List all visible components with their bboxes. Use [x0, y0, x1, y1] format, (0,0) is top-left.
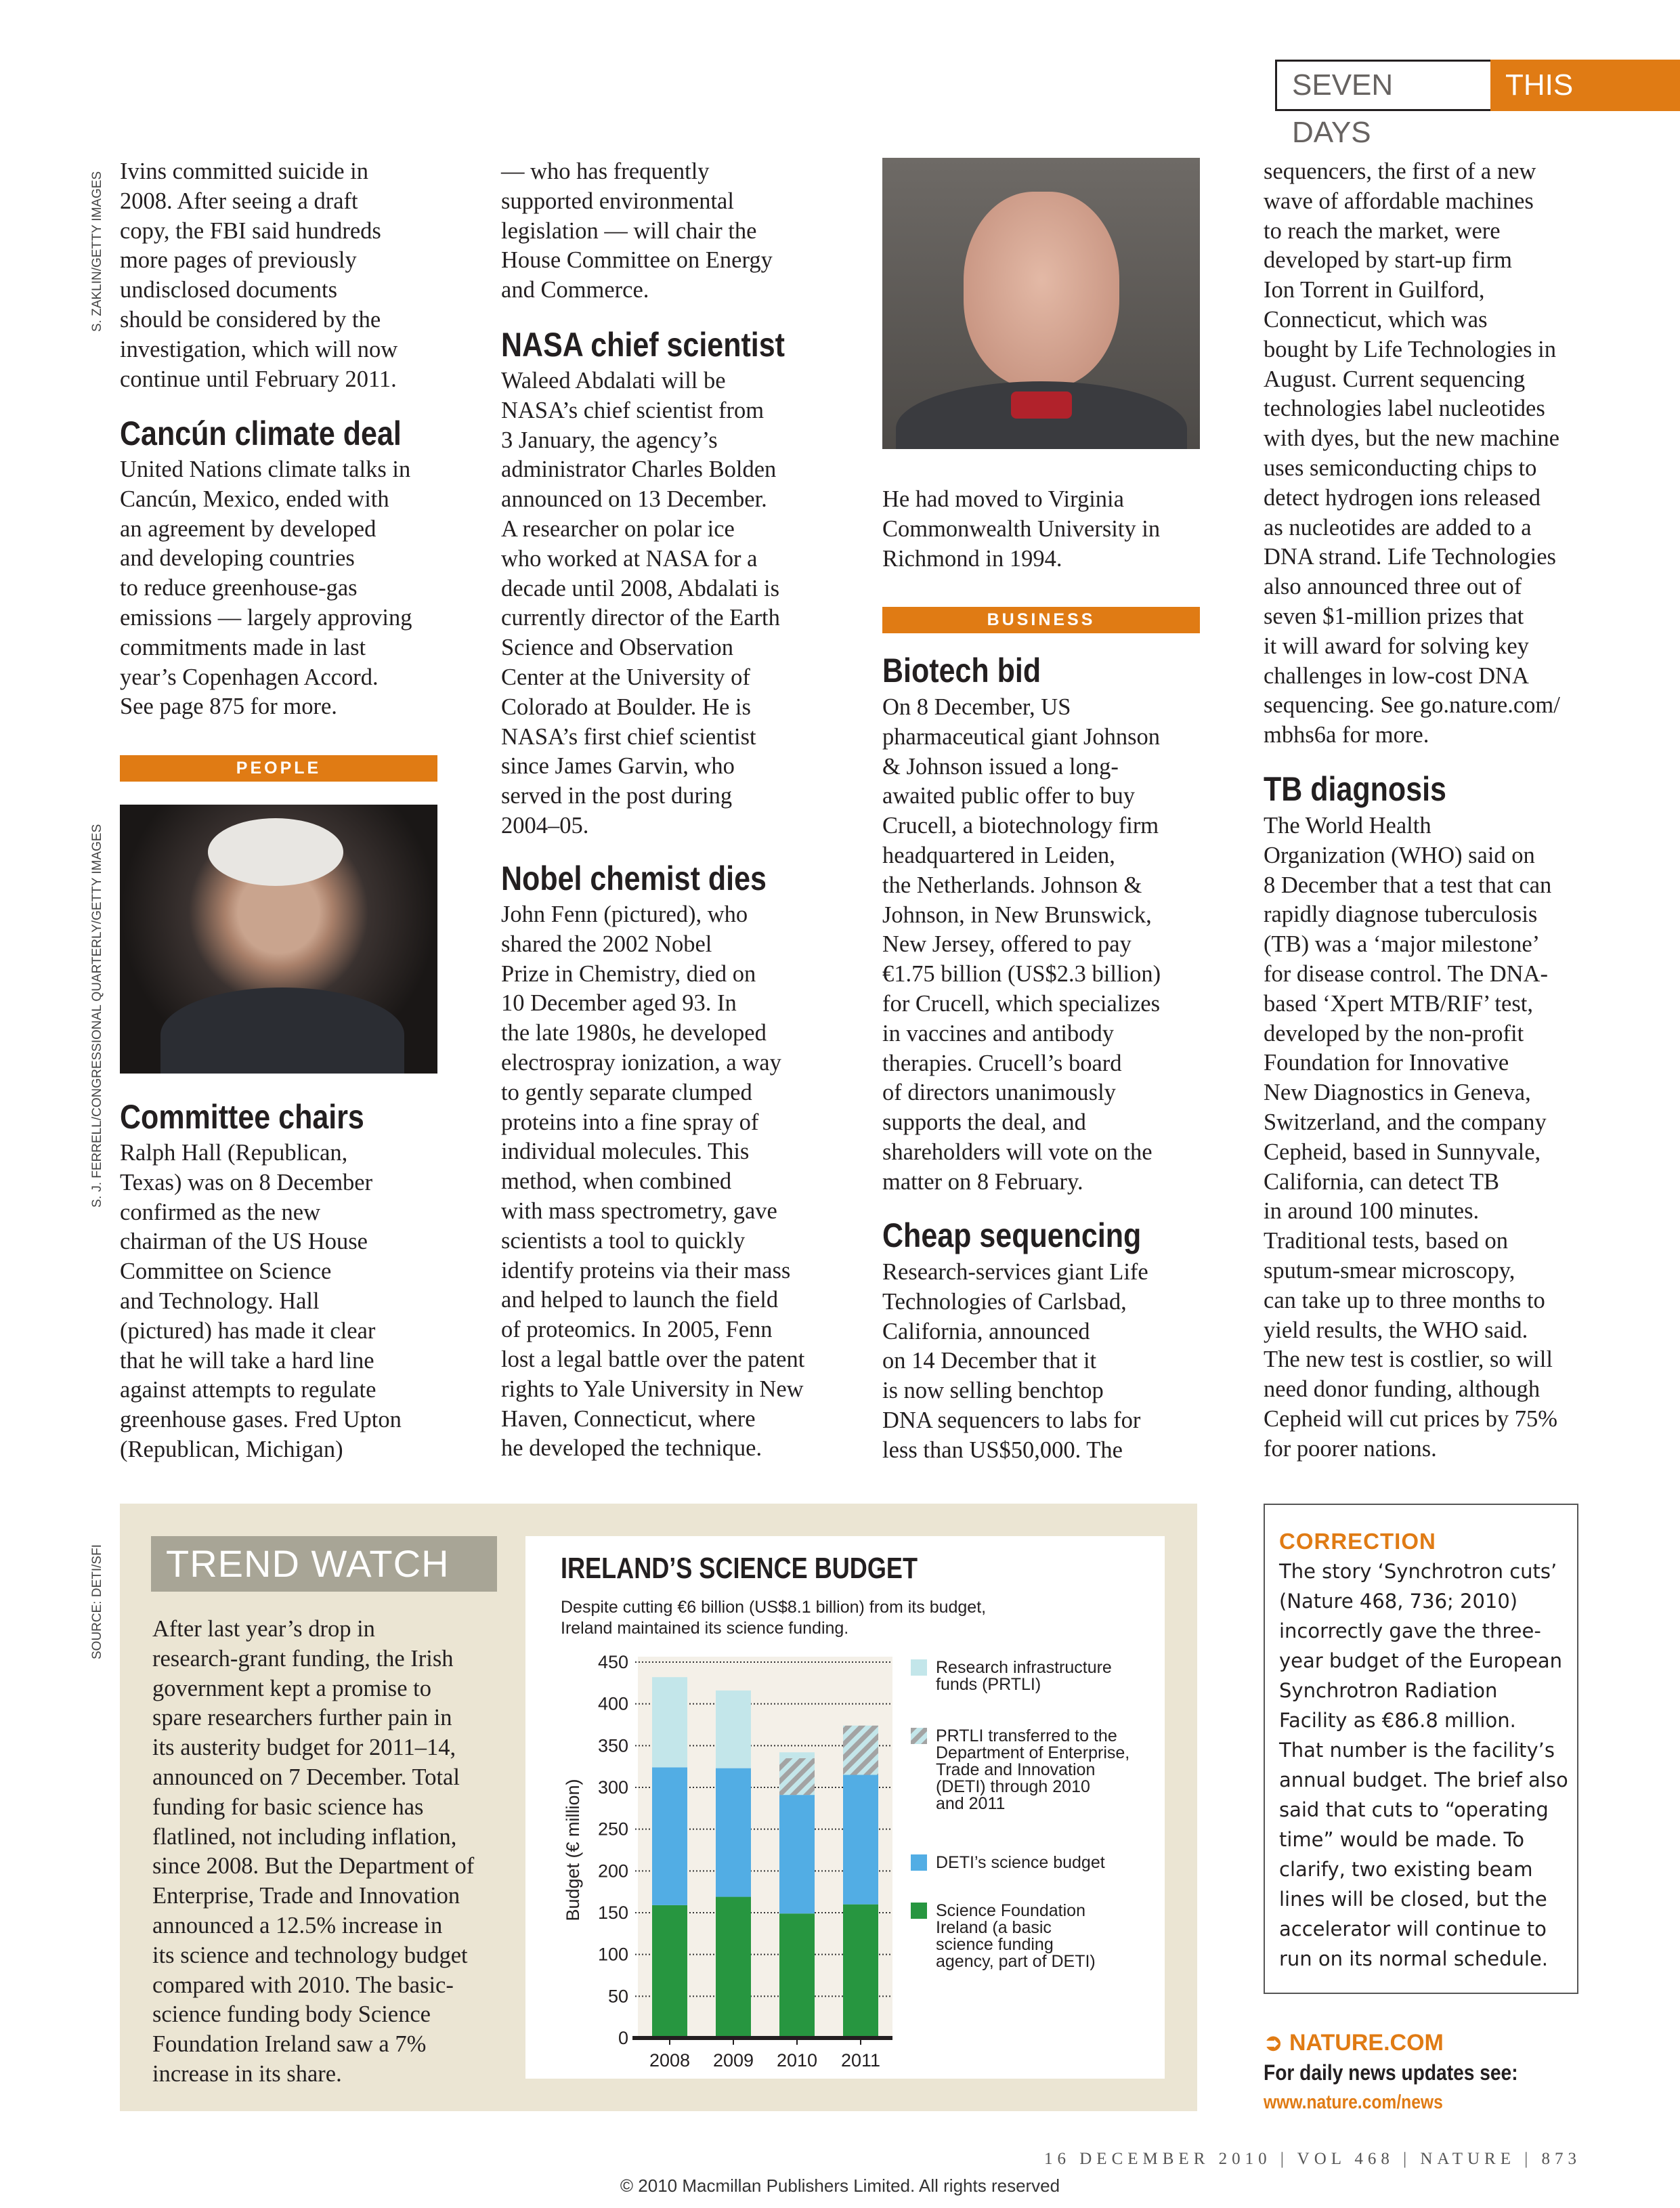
- bar-segment-2011: [843, 1726, 878, 1775]
- legend-label: (DETI) through 2010: [936, 1777, 1090, 1796]
- text-line: See page 875 for more.: [120, 694, 337, 720]
- text-line: copy, the FBI said hundreds: [120, 217, 381, 244]
- text-line: Ion Torrent in Guilford,: [1264, 277, 1485, 303]
- text-line: who worked at NASA for a: [501, 545, 758, 572]
- text-line: annual budget. The brief also: [1279, 1768, 1568, 1791]
- bar-segment-2008: [652, 1677, 687, 1767]
- face-shape: [964, 192, 1119, 388]
- text-line: — who has frequently: [501, 158, 710, 184]
- text-line: A researcher on polar ice: [501, 515, 735, 542]
- nature-brand: [1264, 2029, 1444, 2056]
- text-line: for disease control. The DNA-: [1264, 960, 1548, 987]
- bar-segment-2008: [652, 1767, 687, 1905]
- text-line: that he will take a hard line: [120, 1347, 374, 1374]
- text-line: and Commerce.: [501, 277, 649, 303]
- bar-segment-2010: [779, 1913, 815, 2038]
- article-heading: Nobel chemist dies: [501, 859, 767, 897]
- text-line: uses semiconducting chips to: [1264, 454, 1537, 481]
- text-line: shared the 2002 Nobel: [501, 931, 712, 957]
- trend-watch-text: [152, 1615, 474, 2089]
- bar-segment-2008: [652, 1905, 687, 2038]
- text-line: chairman of the US House: [120, 1229, 368, 1255]
- text-line: Enterprise, Trade and Innovation: [152, 1883, 460, 1909]
- text-line: year’s Copenhagen Accord.: [120, 664, 379, 690]
- text-line: announced a 12.5% increase in: [152, 1912, 443, 1938]
- text-line: awaited public offer to buy: [882, 783, 1135, 809]
- nature-news-line: For daily news updates see:: [1264, 2060, 1518, 2085]
- text-line: and helped to launch the field: [501, 1287, 779, 1313]
- y-tick-label: 200: [597, 1861, 628, 1882]
- article-text: [120, 1139, 438, 1465]
- text-line: mbhs6a for more.: [1264, 722, 1429, 748]
- text-line: NASA’s chief scientist from: [501, 397, 764, 423]
- text-line: Connecticut, which was: [1264, 306, 1488, 333]
- text-line: is now selling benchtop: [882, 1378, 1104, 1404]
- text-line: technologies label nucleotides: [1264, 396, 1545, 422]
- page-folio: 16 DECEMBER 2010 | VOL 468 | NATURE | 873: [1044, 2150, 1581, 2168]
- chart-source-credit: SOURCE: DETI/SFI: [90, 1544, 104, 1659]
- text-line: Traditional tests, based on: [1264, 1228, 1508, 1254]
- text-line: developed by the non-profit: [1264, 1020, 1524, 1046]
- text-line: That number is the facility’s: [1279, 1739, 1555, 1762]
- text-line: California, announced: [882, 1318, 1090, 1344]
- legend-label: Department of Enterprise,: [936, 1743, 1130, 1762]
- text-line: Cepheid, based in Sunnyvale,: [1264, 1139, 1541, 1165]
- text-line: NASA’s first chief scientist: [501, 723, 756, 750]
- text-line: of proteomics. In 2005, Fenn: [501, 1317, 773, 1343]
- text-line: sequencers, the first of a new: [1264, 158, 1536, 184]
- text-line: lines will be closed, but the: [1279, 1888, 1547, 1911]
- text-line: identify proteins via their mass: [501, 1257, 791, 1283]
- copyright: © 2010 Macmillan Publishers Limited. All rights reserved: [620, 2175, 1060, 2196]
- y-tick-label: 250: [597, 1819, 628, 1840]
- text-line: with dyes, but the new machine: [1264, 425, 1559, 452]
- text-line: €1.75 billion (US$2.3 billion): [882, 961, 1161, 988]
- text-line: He had moved to Virginia: [882, 486, 1124, 512]
- text-line: DNA sequencers to labs for: [882, 1407, 1141, 1433]
- text-line: matter on 8 February.: [882, 1168, 1083, 1195]
- article-heading: Biotech bid: [882, 652, 1041, 689]
- correction-box: [1264, 1504, 1578, 1994]
- text-line: 2008. After seeing a draft: [120, 188, 358, 214]
- article-heading: NASA chief scientist: [501, 326, 785, 364]
- legend-label: science funding: [936, 1935, 1054, 1954]
- text-line: The World Health: [1264, 813, 1431, 838]
- article-heading: Committee chairs: [120, 1098, 364, 1136]
- text-line: Commonwealth University in: [882, 515, 1161, 542]
- text-line: an agreement by developed: [120, 515, 376, 542]
- text-line: for poorer nations.: [1264, 1435, 1437, 1462]
- hair-shape: [208, 818, 343, 886]
- text-line: the Netherlands. Johnson &: [882, 872, 1142, 898]
- text-line: Haven, Connecticut, where: [501, 1405, 756, 1432]
- correction-label: CORRECTION: [1279, 1529, 1436, 1554]
- x-tick-label: 2010: [776, 2050, 818, 2071]
- text-line: & Johnson issued a long-: [882, 753, 1119, 780]
- text-line: supports the deal, and: [882, 1109, 1086, 1136]
- text-line: proteins into a fine spray of: [501, 1109, 759, 1135]
- correction-text: [1279, 1556, 1568, 1974]
- text-line: New Diagnostics in Geneva,: [1264, 1080, 1531, 1106]
- text-line: developed by start-up firm: [1264, 247, 1512, 274]
- text-line: for Crucell, which specializes: [882, 990, 1161, 1017]
- text-line: legislation — will chair the: [501, 217, 757, 244]
- legend-label: Science Foundation: [936, 1901, 1085, 1920]
- text-line: less than US$50,000. The: [882, 1437, 1123, 1463]
- text-line: flatlined, not including inflation,: [152, 1823, 457, 1850]
- photo-john-fenn: [882, 158, 1200, 449]
- text-line: greenhouse gases. Fred Upton: [120, 1407, 402, 1433]
- article-text: [501, 366, 819, 841]
- text-line: also announced three out of: [1264, 574, 1522, 600]
- legend-swatch: [911, 1728, 927, 1744]
- y-axis-label: Budget (€ million): [563, 1779, 583, 1922]
- y-tick-label: 50: [607, 1986, 628, 2007]
- text-line: more pages of previously: [120, 247, 357, 274]
- bar-segment-2011: [843, 1775, 878, 1905]
- legend-label: DETI’s science budget: [936, 1853, 1105, 1872]
- text-line: therapies. Crucell’s board: [882, 1050, 1122, 1076]
- chart-title: IRELAND’S SCIENCE BUDGET: [561, 1551, 918, 1585]
- text-line: in around 100 minutes.: [1264, 1198, 1480, 1225]
- section-label: SEVEN DAYS: [1275, 60, 1490, 111]
- text-line: challenges in low-cost DNA: [1264, 662, 1529, 689]
- legend-label: agency, part of DETI): [936, 1952, 1096, 1971]
- text-line: Facility as €86.8 million.: [1279, 1709, 1516, 1732]
- text-line: sequencing. See go.nature.com/: [1264, 692, 1560, 719]
- text-line: to reduce greenhouse-gas: [120, 575, 358, 601]
- text-line: year budget of the European: [1279, 1649, 1563, 1672]
- text-line: with mass spectrometry, gave: [501, 1197, 777, 1224]
- text-line: Ivins committed suicide in: [120, 158, 368, 184]
- bar-segment-2009: [716, 1897, 751, 2038]
- bar-segment-2009: [716, 1691, 751, 1768]
- legend-label: Research infrastructure: [936, 1658, 1112, 1677]
- article-text: [1264, 157, 1582, 750]
- text-line: increase in its share.: [152, 2060, 342, 2087]
- text-line: House Committee on Energy: [501, 247, 773, 274]
- text-line: New Jersey, offered to pay: [882, 931, 1132, 958]
- section-bar-people: PEOPLE: [120, 755, 437, 782]
- article-text: [882, 693, 1201, 1197]
- text-line: since James Garvin, who: [501, 753, 735, 780]
- text-line: detect hydrogen ions released: [1264, 484, 1541, 511]
- text-line: (Nature 468, 736; 2010): [1279, 1590, 1518, 1613]
- text-line: Foundation Ireland saw a 7%: [152, 2031, 427, 2058]
- text-line: lost a legal battle over the patent: [501, 1346, 805, 1372]
- text-line: Center at the University of: [501, 664, 750, 690]
- bar-segment-2010: [779, 1758, 815, 1795]
- text-line: based ‘Xpert MTB/RIF’ test,: [1264, 990, 1533, 1017]
- text-line: undisclosed documents: [120, 277, 337, 303]
- text-line: 10 December aged 93. In: [501, 990, 737, 1017]
- text-line: Colorado at Boulder. He is: [501, 694, 751, 720]
- text-line: Johnson, in New Brunswick,: [882, 901, 1152, 928]
- text-line: Synchrotron Radiation: [1279, 1679, 1498, 1702]
- x-tick-label: 2011: [840, 2050, 881, 2071]
- text-line: decade until 2008, Abdalati is: [501, 575, 780, 601]
- text-line: headquartered in Leiden,: [882, 842, 1115, 868]
- text-line: Organization (WHO) said on: [1264, 842, 1535, 868]
- text-line: government kept a promise to: [152, 1675, 431, 1701]
- text-line: confirmed as the new: [120, 1199, 321, 1225]
- article-text: [120, 455, 438, 722]
- text-line: DNA strand. Life Technologies: [1264, 544, 1556, 570]
- subsection-label: THIS WEEK: [1490, 60, 1680, 111]
- nature-brand-text: NATURE.COM: [1289, 2030, 1444, 2056]
- text-line: supported environmental: [501, 188, 734, 214]
- y-tick-label: 0: [618, 2028, 628, 2048]
- text-line: he developed the technique.: [501, 1435, 762, 1462]
- text-line: John Fenn (pictured), who: [501, 901, 748, 927]
- text-line: clarify, two existing beam: [1279, 1858, 1533, 1881]
- section-header: [1275, 60, 1680, 153]
- text-line: Research-services giant Life: [882, 1259, 1148, 1285]
- text-line: Cepheid will cut prices by 75%: [1264, 1405, 1558, 1432]
- text-line: seven $1-million prizes that: [1264, 603, 1524, 629]
- text-line: Crucell, a biotechnology firm: [882, 813, 1159, 839]
- text-line: rapidly diagnose tuberculosis: [1264, 901, 1538, 928]
- text-line: its austerity budget for 2011–14,: [152, 1735, 456, 1761]
- text-line: compared with 2010. The basic-: [152, 1972, 454, 1998]
- text-line: electrospray ionization, a way: [501, 1049, 781, 1076]
- text-line: and Technology. Hall: [120, 1288, 320, 1314]
- text-line: 2004–05.: [501, 812, 589, 838]
- text-line: Committee on Science: [120, 1258, 332, 1285]
- text-line: (Republican, Michigan): [120, 1436, 343, 1462]
- arrow-right-icon: ➲: [1264, 2030, 1283, 2056]
- text-line: time” would be made. To: [1279, 1828, 1524, 1851]
- photo-credit: S. J. FERRELL/CONGRESSIONAL QUARTERLY/GETTY IMAGES: [90, 824, 104, 1208]
- text-line: continue until February 2011.: [120, 366, 397, 392]
- text-line: California, can detect TB: [1264, 1168, 1500, 1195]
- text-line: on 14 December that it: [882, 1348, 1097, 1374]
- text-line: 8 December that a test that can: [1264, 872, 1552, 898]
- legend-label: and 2011: [936, 1794, 1006, 1813]
- text-line: Ralph Hall (Republican,: [120, 1140, 348, 1166]
- trend-watch-label: TREND WATCH: [151, 1536, 497, 1592]
- text-line: The story ‘Synchrotron cuts’: [1279, 1560, 1557, 1583]
- text-line: yield results, the WHO said.: [1264, 1317, 1528, 1343]
- bar-segment-2009: [716, 1768, 751, 1897]
- y-tick-label: 350: [597, 1735, 628, 1756]
- text-line: On 8 December, US: [882, 694, 1071, 720]
- chart-subtitle: Despite cutting €6 billion (US$8.1 billion) from its budget,: [561, 1598, 987, 1617]
- text-line: its science and technology budget: [152, 1942, 468, 1968]
- text-line: rights to Yale University in New: [501, 1376, 804, 1402]
- text-line: announced on 13 December.: [501, 486, 767, 513]
- text-line: (pictured) has made it clear: [120, 1317, 376, 1344]
- text-line: commitments made in last: [120, 634, 366, 660]
- legend-swatch: [911, 1854, 927, 1871]
- text-line: pharmaceutical giant Johnson: [882, 723, 1161, 750]
- y-tick-label: 450: [597, 1652, 628, 1672]
- text-line: served in the post during: [501, 783, 733, 809]
- text-line: Foundation for Innovative: [1264, 1050, 1509, 1076]
- x-tick-label: 2008: [649, 2050, 691, 2071]
- chart-subtitle: Ireland maintained its science funding.: [561, 1619, 849, 1638]
- section-bar-business: BUSINESS: [882, 607, 1200, 633]
- text-line: it will award for solving key: [1264, 633, 1529, 659]
- text-line: shareholders will vote on the: [882, 1139, 1153, 1165]
- text-line: bought by Life Technologies in: [1264, 336, 1556, 362]
- legend-label: funds (PRTLI): [936, 1675, 1041, 1694]
- text-line: of directors unanimously: [882, 1080, 1116, 1106]
- bar-segment-2011: [843, 1905, 878, 2038]
- text-line: Technologies of Carlsbad,: [882, 1288, 1127, 1315]
- text-line: against attempts to regulate: [120, 1377, 376, 1403]
- text-line: said that cuts to “operating: [1279, 1798, 1549, 1821]
- legend-label: Trade and Innovation: [936, 1760, 1096, 1779]
- bar-segment-2010: [779, 1752, 815, 1758]
- legend-swatch: [911, 1659, 927, 1676]
- suit-shape: [160, 988, 404, 1074]
- text-line: to reach the market, were: [1264, 217, 1501, 244]
- text-line: can take up to three months to: [1264, 1287, 1545, 1313]
- text-line: should be considered by the: [120, 306, 381, 333]
- chart-panel: [525, 1536, 1165, 2079]
- text-line: emissions — largely approving: [120, 604, 412, 631]
- text-line: The new test is costlier, so will: [1264, 1346, 1553, 1373]
- article-heading: TB diagnosis: [1264, 770, 1446, 808]
- text-line: wave of affordable machines: [1264, 188, 1534, 214]
- y-tick-label: 100: [597, 1944, 628, 1965]
- text-line: Waleed Abdalati will be: [501, 368, 726, 394]
- text-line: research-grant funding, the Irish: [152, 1645, 454, 1672]
- text-line: science funding body Science: [152, 2001, 431, 2028]
- text-line: spare researchers further pain in: [152, 1705, 452, 1731]
- text-line: and developing countries: [120, 545, 355, 572]
- article-text: [882, 1258, 1201, 1466]
- text-line: investigation, which will now: [120, 336, 398, 362]
- legend-label: Ireland (a basic: [936, 1918, 1052, 1937]
- bar-segment-2010: [779, 1795, 815, 1913]
- text-line: announced on 7 December. Total: [152, 1764, 460, 1790]
- text-line: Texas) was on 8 December: [120, 1169, 373, 1195]
- text-line: in vaccines and antibody: [882, 1020, 1115, 1046]
- text-line: currently director of the Earth: [501, 605, 780, 631]
- text-line: Richmond in 1994.: [882, 545, 1062, 572]
- article-heading: Cheap sequencing: [882, 1216, 1142, 1254]
- nature-news-link[interactable]: www.nature.com/news: [1264, 2092, 1443, 2113]
- article-text: [120, 157, 438, 394]
- ireland-science-budget-chart: [525, 1536, 1165, 2079]
- photo-ralph-hall: [120, 805, 437, 1074]
- trend-watch-box: [120, 1504, 1197, 2111]
- text-line: Switzerland, and the company: [1264, 1109, 1547, 1135]
- text-line: scientists a tool to quickly: [501, 1227, 746, 1254]
- bow-tie-shape: [1011, 391, 1072, 419]
- legend-label: PRTLI transferred to the: [936, 1726, 1117, 1745]
- text-line: Prize in Chemistry, died on: [501, 960, 756, 987]
- text-line: administrator Charles Bolden: [501, 457, 777, 483]
- text-line: need donor funding, although: [1264, 1376, 1541, 1403]
- text-line: incorrectly gave the three-: [1279, 1619, 1541, 1642]
- text-line: as nucleotides are added to a: [1264, 514, 1532, 540]
- article-text: [501, 157, 819, 305]
- photo-caption: [882, 485, 1201, 574]
- text-line: United Nations climate talks in: [120, 457, 411, 482]
- text-line: After last year’s drop in: [152, 1616, 375, 1642]
- text-line: to gently separate clumped: [501, 1079, 752, 1105]
- photo-credit: S. ZAKLIN/GETTY IMAGES: [90, 171, 104, 332]
- text-line: Science and Observation: [501, 635, 733, 661]
- article-text: [501, 900, 819, 1464]
- text-line: (TB) was a ‘major milestone’: [1264, 931, 1541, 958]
- text-line: individual molecules. This: [501, 1139, 750, 1165]
- x-tick-label: 2009: [712, 2050, 754, 2071]
- text-line: run on its normal schedule.: [1279, 1947, 1549, 1970]
- text-line: funding for basic science has: [152, 1793, 424, 1820]
- y-tick-label: 300: [597, 1777, 628, 1798]
- text-line: the late 1980s, he developed: [501, 1020, 767, 1046]
- text-line: accelerator will continue to: [1279, 1917, 1547, 1940]
- text-line: August. Current sequencing: [1264, 366, 1526, 392]
- y-tick-label: 400: [597, 1693, 628, 1714]
- text-line: method, when combined: [501, 1168, 732, 1195]
- text-line: Cancún, Mexico, ended with: [120, 486, 389, 512]
- y-tick-label: 150: [597, 1903, 628, 1923]
- article-text: [1264, 811, 1582, 1464]
- text-line: since 2008. But the Department of: [152, 1853, 475, 1880]
- text-line: 3 January, the agency’s: [501, 427, 718, 453]
- legend-swatch: [911, 1903, 927, 1919]
- article-heading: Cancún climate deal: [120, 415, 402, 452]
- text-line: sputum-smear microscopy,: [1264, 1257, 1515, 1283]
